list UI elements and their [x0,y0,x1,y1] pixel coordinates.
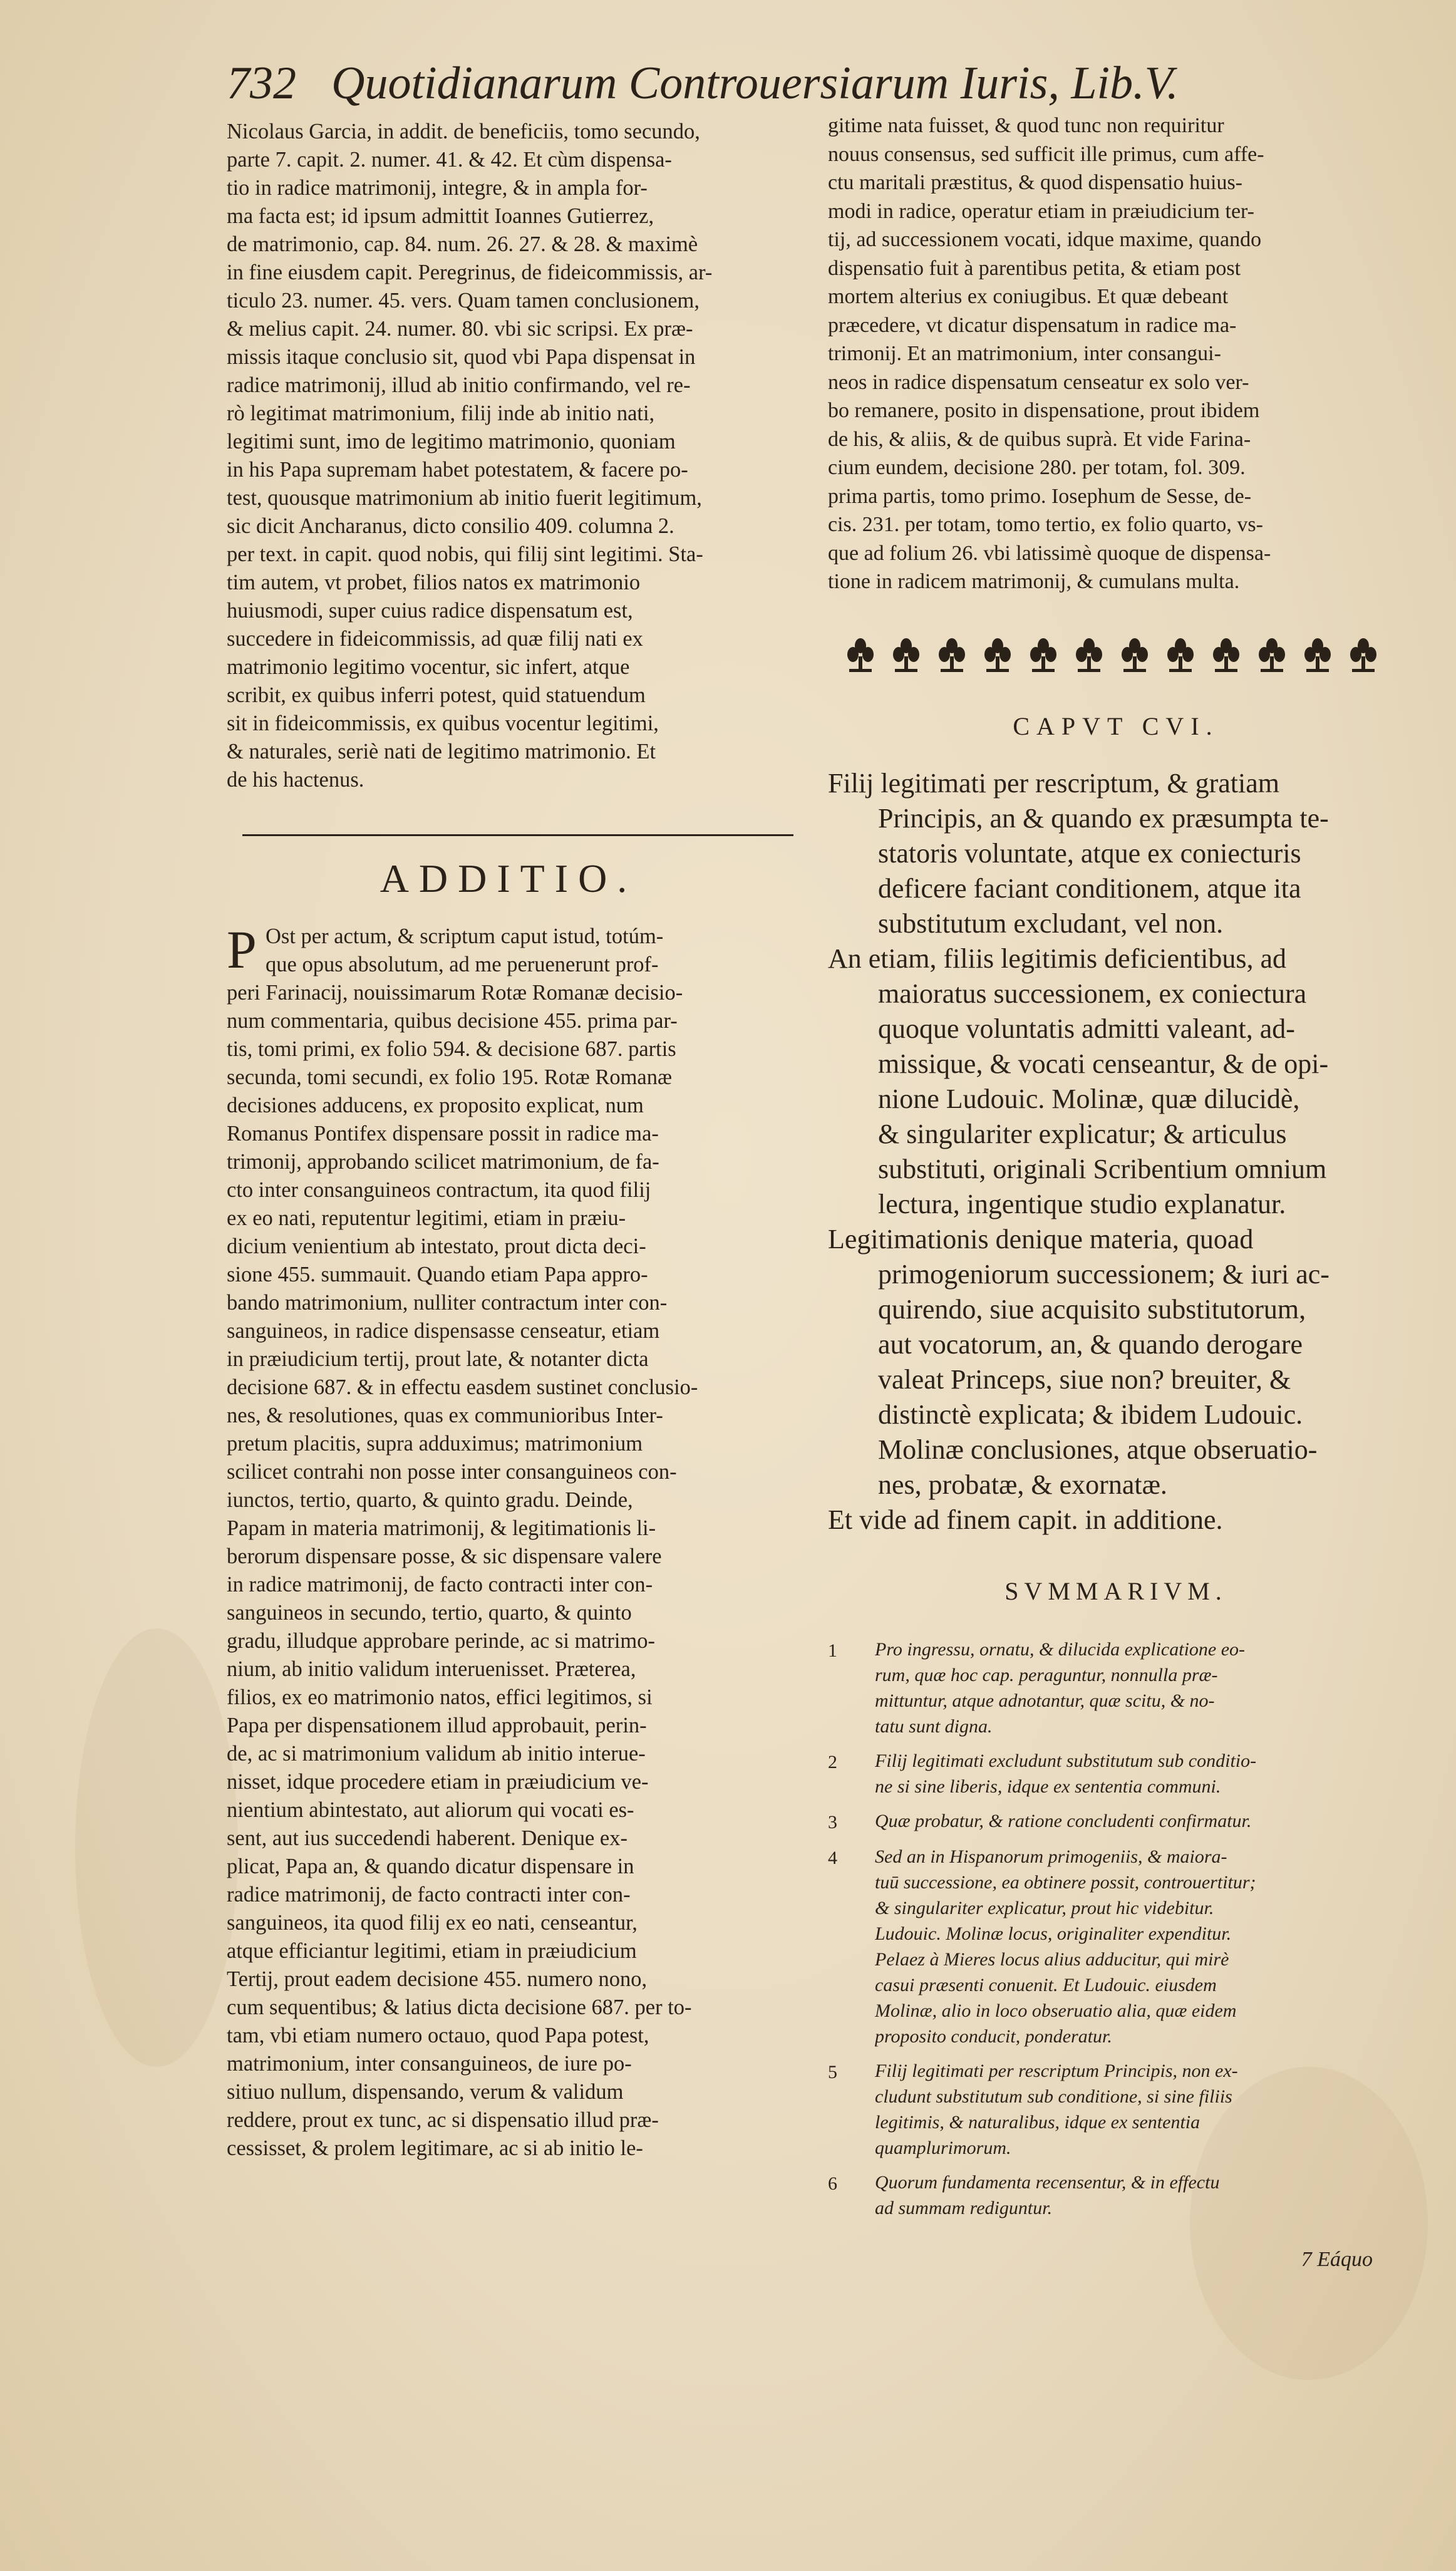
catchword: 7 Eáquo [1301,2247,1373,2271]
fleuron-icon [1259,638,1285,672]
text-line: Molinæ conclusiones, atque obseruatio- [878,1434,1318,1465]
summary-paragraph [828,941,1404,1222]
addition-body-text [227,919,790,2163]
text-line: quoque voluntatis admitti valeant, ad- [878,1013,1295,1044]
text-line: tuū successione, ea obtinere possit, controuertitur; [875,1871,1256,1893]
text-line: pretum placitis, supra adduximus; matrimonium [227,1432,643,1456]
fleuron-icon [847,638,874,672]
text-line: Quorum fundamenta recensentur, & in effectu [875,2171,1220,2193]
summarium-entry [828,2170,1404,2221]
right-continuation-text [828,111,1404,596]
text-line: sitiuo nullum, dispensando, verum & validum [227,2080,624,2104]
summary-paragraph [828,1222,1404,1503]
text-line: Molinæ, alio in loco obseruatio alia, quæ eidem [875,2000,1237,2021]
text-line: nisset, idque procedere etiam in præiudicium ve- [227,1770,649,1794]
chapter-title: CAPVT CVI. [1013,711,1219,740]
text-line: tio in radice matrimonij, integre, & in ampla for- [227,176,648,200]
text-line: nione Ludouic. Molinæ, quæ dilucidè, [878,1083,1300,1114]
text-line: Principis, an & quando ex præsumpta te- [878,802,1329,834]
text-line: mortem alterius ex coniugibus. Et quæ debeant [828,285,1229,308]
text-line: peri Farinacij, nouissimarum Rotæ Romanæ decisio- [227,981,683,1005]
text-line: de matrimonio, cap. 84. num. 26. 27. & 28. & maximè [227,232,698,256]
text-line: Filij legitimati per rescriptum, & gratiam [828,767,1279,799]
summarium-entry [828,1637,1404,1739]
text-line: Legitimationis denique materia, quoad [828,1223,1254,1254]
text-line: in his Papa supremam habet potestatem, & facere po- [227,458,688,482]
summary-paragraph [828,1503,1404,1538]
text-line: cludunt substitutum sub conditione, si sine filiis [875,2086,1232,2107]
text-line: huiusmodi, super cuius radice dispensatum est, [227,599,633,623]
text-line: num commentaria, quibus decisione 455. prima par- [227,1009,678,1033]
text-line: ma facta est; id ipsum admittit Ioannes Gutierrez, [227,204,654,228]
text-line: lectura, ingentique studio explanatur. [878,1188,1286,1219]
text-line: trimonij. Et an matrimonium, inter consangui- [828,342,1221,365]
fleuron-ornament-band [837,638,1400,674]
text-line: sic dicit Ancharanus, dicto consilio 409. columna 2. [227,514,674,538]
text-line: matrimonio legitimo vocentur, sic infert, atque [227,655,630,679]
text-line: Filij legitimati per rescriptum Principis, non ex- [875,2060,1238,2081]
fleuron-icon [984,638,1011,672]
text-line: Pelaez à Mieres locus alius adducitur, qui mirè [875,1948,1229,1970]
fleuron-icon [1122,638,1148,672]
text-line: atque efficiantur legitimi, etiam in præiudicium [227,1939,637,1963]
text-line: ex eo nati, reputentur legitimi, etiam in præiu- [227,1206,626,1230]
text-line: sent, aut ius succedendi haberent. Denique ex- [227,1826,627,1850]
text-line: sanguineos in secundo, tertio, quarto, & quinto [227,1601,632,1625]
summary-paragraph [828,766,1404,941]
text-line: Romanus Pontifex dispensare possit in radice ma- [227,1122,659,1146]
text-line: succedere in fideicommissis, ad quæ filij nati ex [227,627,643,651]
text-line: de, ac si matrimonium validum ab initio interue- [227,1742,646,1766]
drop-cap: P [227,919,257,980]
text-line: proposito conducit, ponderatur. [875,2025,1112,2047]
entry-text [875,1637,1404,1739]
text-line: rò legitimat matrimonium, filij inde ab initio nati, [227,401,655,425]
text-line: dicium venientium ab intestato, prout dicta deci- [227,1234,646,1258]
text-line: substitutum excludant, vel non. [878,908,1224,939]
text-line: Ludouic. Molinæ locus, originaliter expenditur. [875,1923,1232,1944]
text-line: trimonij, approbando scilicet matrimonium, de fa- [227,1150,659,1174]
text-line: aut vocatorum, an, & quando derogare [878,1328,1303,1360]
text-line: & naturales, seriè nati de legitimo matrimonio. Et [227,740,656,763]
text-line: Filij legitimati excludunt substitutum sub conditio- [875,1750,1257,1771]
summarium-entry [828,1748,1404,1799]
chapter-summary [828,766,1404,1538]
text-line: Et vide ad finem capit. in additione. [828,1504,1223,1535]
entry-number: 2 [828,1751,837,1772]
text-line: & melius capit. 24. numer. 80. vbi sic scripsi. Ex præ- [227,317,693,341]
entry-text [875,2170,1404,2221]
text-line: de his hactenus. [227,768,364,792]
text-line: plicat, Papa an, & quando dicatur dispensare in [227,1855,634,1878]
text-line: filios, ex eo matrimonio natos, effici legitimos, si [227,1685,653,1709]
text-line: Nicolaus Garcia, in addit. de beneficiis, tomo secundo, [227,120,700,143]
text-line: per text. in capit. quod nobis, qui filij sint legitimi. Sta- [227,542,703,566]
text-line: tij, ad successionem vocati, idque maxime, quando [828,228,1262,251]
entry-text [875,1844,1404,2049]
text-line: missis itaque conclusio sit, quod vbi Papa dispensat in [227,345,696,369]
fleuron-icon [1030,638,1056,672]
text-line: Tertij, prout eadem decisione 455. numero nono, [227,1967,648,1991]
text-line: maioratus successionem, ex coniectura [878,978,1307,1009]
text-line: decisione 687. & in effectu easdem sustinet conclusio- [227,1375,698,1399]
text-line: scribit, ex quibus inferri potest, quid statuendum [227,683,646,707]
text-line: cis. 231. per totam, tomo tertio, ex folio quarto, vs- [828,513,1263,536]
text-line: Papa per dispensationem illud approbauit, perin- [227,1714,647,1737]
text-line: Quæ probatur, & ratione concludenti confirmatur. [875,1810,1252,1831]
text-line: Papam in materia matrimonij, & legitimationis li- [227,1516,656,1540]
text-line: neos in radice dispensatum censeatur ex solo ver- [828,370,1249,394]
text-line: tam, vbi etiam numero octauo, quod Papa potest, [227,2024,649,2047]
text-line: ne si sine liberis, idque ex sententia communi. [875,1776,1221,1797]
entry-number: 3 [828,1811,837,1833]
text-line: bo remanere, posito in dispensatione, prout ibidem [828,399,1260,422]
text-line: nouus consensus, sed sufficit ille primus, cum affe- [828,142,1264,166]
text-line: gitime nata fuisset, & quod tunc non requiritur [828,114,1224,137]
fleuron-icon [1167,638,1194,672]
text-line: cessisset, & prolem legitimare, ac si ab initio le- [227,2136,643,2160]
fleuron-icon [1304,638,1331,672]
text-line: tatu sunt digna. [875,1715,993,1737]
fleuron-icon [893,638,919,672]
text-line: nes, probatæ, & exornatæ. [878,1469,1167,1500]
summarium-entry [828,1844,1404,2049]
text-line: tione in radicem matrimonij, & cumulans multa. [828,570,1240,593]
text-line: tim autem, vt probet, filios natos ex matrimonio [227,571,641,594]
text-line: & singulariter explicatur, prout hic videbitur. [875,1897,1214,1918]
text-line: legitimi sunt, imo de legitimo matrimonio, quoniam [227,430,676,453]
text-line: parte 7. capit. 2. numer. 41. & 42. Et cùm dispensa- [227,148,672,172]
text-line: in fine eiusdem capit. Peregrinus, de fideicommissis, ar- [227,261,713,284]
text-line: distinctè explicata; & ibidem Ludouic. [878,1399,1303,1430]
summarium-list [828,1637,1404,2221]
text-line: nientium abintestato, aut aliorum qui vocati es- [227,1798,634,1822]
running-title: Quotidianarum Controuersiarum Iuris, Lib.V. [331,58,1179,109]
left-body-text [227,118,790,794]
text-line: tis, tomi primi, ex folio 594. & decisione 687. partis [227,1037,676,1061]
text-line: bando matrimonium, nulliter contractum inter con- [227,1291,668,1315]
text-line: de his, & aliis, & de quibus suprà. Et vide Farina- [828,427,1251,451]
text-line: iunctos, tertio, quarto, & quinto gradu. Deinde, [227,1488,633,1512]
text-line: reddere, prout ex tunc, ac si dispensatio illud præ- [227,2108,659,2132]
text-line: quirendo, siue acquisito substitutorum, [878,1293,1306,1325]
summarium-entry [828,2058,1404,2161]
text-line: legitimis, & naturalibus, idque ex sententia [875,2111,1200,2133]
paper-stain [75,1628,238,2067]
text-line: sanguineos, ita quod filij ex eo nati, censeantur, [227,1911,638,1935]
text-line: scilicet contrahi non posse inter consanguineos con- [227,1460,677,1484]
text-line: sione 455. summauit. Quando etiam Papa appro- [227,1263,648,1286]
summarium-entry [828,1808,1404,1835]
text-line: ad summam rediguntur. [875,2197,1053,2218]
text-line: prima partis, tomo primo. Iosephum de Sesse, de- [828,484,1252,508]
text-line: modi in radice, operatur etiam in præiudicium ter- [828,199,1254,223]
text-line: gradu, illudque approbare perinde, ac si matrimo- [227,1629,656,1653]
text-line: cum sequentibus; & latius dicta decisione 687. per to- [227,1995,692,2019]
text-line: in radice matrimonij, de facto contracti inter con- [227,1573,653,1596]
text-line: cto inter consanguineos contractum, ita quod filij [227,1178,651,1202]
text-line: ctu maritali præstitus, & quod dispensatio huius- [828,171,1243,194]
text-line: matrimonium, inter consanguineos, de iure po- [227,2052,632,2076]
entry-number: 1 [828,1640,837,1661]
page-number: 732 [227,58,296,109]
text-line: que opus absolutum, ad me peruenerunt prof- [266,953,659,976]
text-line: sanguineos, in radice dispensasse censeatur, etiam [227,1319,660,1343]
text-line: mittuntur, atque adnotantur, quæ scitu, & no- [875,1690,1215,1711]
entry-number: 4 [828,1847,837,1868]
fleuron-icon [1350,638,1376,672]
text-line: Sed an in Hispanorum primogeniis, & maiora- [875,1846,1227,1867]
text-line: statoris voluntate, atque ex coniecturis [878,837,1301,869]
text-line: nes, & resolutiones, quas ex communioribus Inter- [227,1404,663,1427]
entry-number: 6 [828,2173,837,2194]
text-line: missique, & vocati censeantur, & de opi- [878,1048,1329,1079]
addition-paragraph [227,919,790,2163]
fleuron-icon [1076,638,1102,672]
text-line: Ost per actum, & scriptum caput istud, totúm- [266,924,664,948]
text-line: nium, ab initio validum interuenisset. Præterea, [227,1657,636,1681]
text-line: radice matrimonij, illud ab initio confirmando, vel re- [227,373,691,397]
text-line: valeat Princeps, siue non? breuiter, & [878,1363,1291,1395]
text-line: substituti, originali Scribentium omnium [878,1153,1327,1184]
entry-text [875,1748,1404,1799]
text-line: præcedere, vt dicatur dispensatum in radice ma- [828,313,1237,337]
addition-title: ADDITIO. [379,856,638,901]
text-line: berorum dispensare posse, & sic dispensare valere [227,1544,662,1568]
text-line: que ad folium 26. vbi latissimè quoque de dispensa- [828,541,1271,565]
text-line: Pro ingressu, ornatu, & dilucida explicatione eo- [875,1638,1246,1660]
text-line: rum, quæ hoc cap. peraguntur, nonnulla præ- [875,1664,1218,1685]
text-line: primogeniorum successionem; & iuri ac- [878,1258,1330,1290]
summarium-title: SVMMARIVM. [1004,1576,1227,1605]
text-line: dispensatio fuit à parentibus petita, & etiam post [828,256,1241,280]
left-column [227,118,790,2163]
section-rule [242,834,793,836]
text-line: radice matrimonij, de facto contracti inter con- [227,1883,631,1906]
entry-number: 5 [828,2061,837,2082]
text-line: sit in fideicommissis, ex quibus vocentur legitimi, [227,711,659,735]
running-header [227,49,1229,118]
text-line: cium eundem, decisione 280. per totam, fol. 309. [828,456,1246,479]
text-line: quamplurimorum. [875,2137,1011,2158]
text-line: secunda, tomi secundi, ex folio 195. Rotæ Romanæ [227,1065,673,1089]
fleuron-icon [939,638,965,672]
right-column [828,111,1404,2274]
text-line: An etiam, filiis legitimis deficientibus, ad [828,943,1286,974]
fleuron-icon [1213,638,1239,672]
text-line: test, quousque matrimonium ab initio fuerit legitimum, [227,486,702,510]
text-line: casui præsenti conuenit. Et Ludouic. eiusdem [875,1974,1217,1995]
text-line: ticulo 23. numer. 45. vers. Quam tamen conclusionem, [227,289,700,313]
text-line: in præiudicium tertij, prout late, & notanter dicta [227,1347,649,1371]
text-line: decisiones adducens, ex proposito explicat, num [227,1094,644,1117]
entry-text [875,1808,1404,1834]
text-line: deficere faciant conditionem, atque ita [878,872,1301,904]
text-line: & singulariter explicatur; & articulus [878,1118,1287,1149]
entry-text [875,2058,1404,2161]
